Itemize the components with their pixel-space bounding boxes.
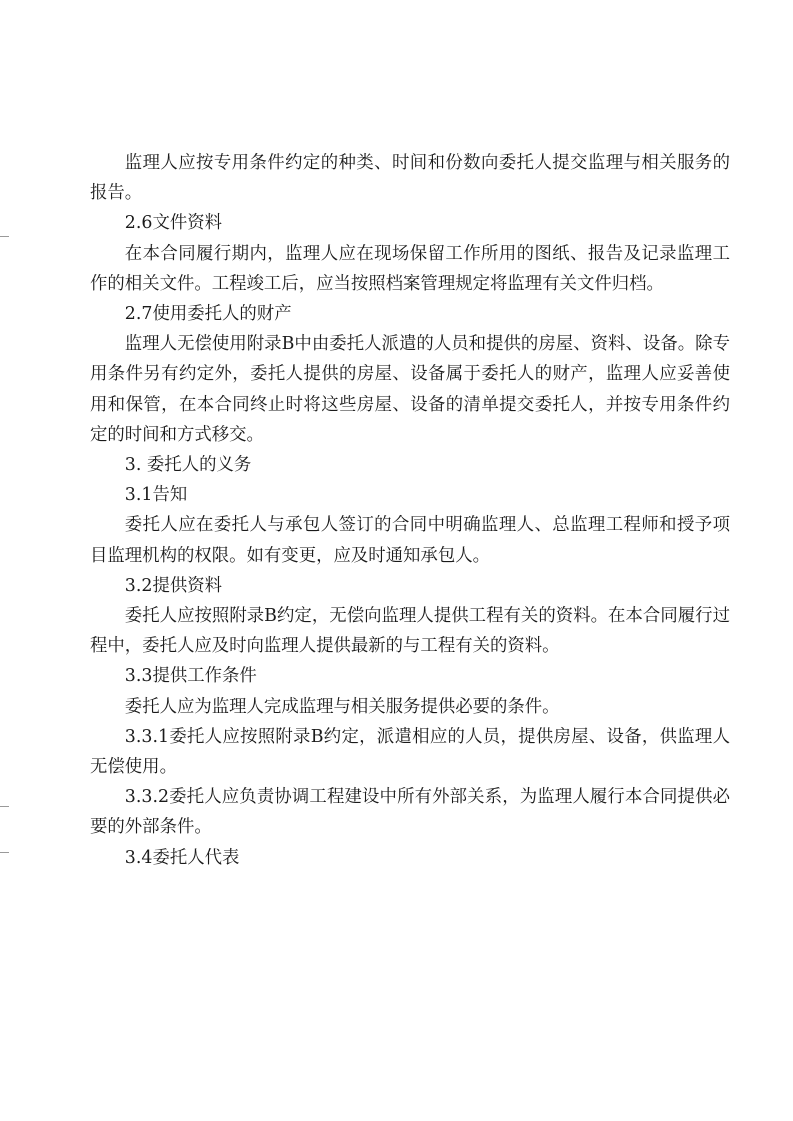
margin-mark — [0, 806, 9, 807]
heading-3-3: 3.3提供工作条件 — [124, 666, 257, 687]
para-3-2-body: 委托人应按照附录B约定，无偿向监理人提供工程有关的资料。在本合同履行过程中，委托人应及时向监理人提供最新的与工程有关的资料。 — [90, 606, 730, 657]
heading-2-7: 2.7使用委托人的财产 — [124, 304, 292, 325]
margin-mark — [0, 236, 9, 237]
heading-3-1: 3.1告知 — [124, 485, 188, 506]
para-2-7-body: 监理人无偿使用附录B中由委托人派遣的人员和提供的房屋、资料、设备。除专用条件另有约定外，委托人提供的房屋、设备属于委托人的财产，监理人应妥善使用和保管，在本合同终止时将这些房屋、设备的清单提交委托人，并按专用条件约定的时间和方式移交。 — [90, 334, 730, 445]
para-3-3-2: 3.3.2委托人应负责协调工程建设中所有外部关系，为监理人履行本合同提供必要的外部条件。 — [90, 787, 730, 838]
heading-3-2: 3.2提供资料 — [124, 575, 223, 596]
document-body — [90, 148, 730, 873]
margin-mark — [0, 852, 9, 853]
heading-2-6: 2.6文件资料 — [124, 213, 223, 234]
para-3-3-body: 委托人应为监理人完成监理与相关服务提供必要的条件。 — [124, 696, 560, 717]
para-3-3-1: 3.3.1委托人应按照附录B约定，派遣相应的人员，提供房屋、设备，供监理人无偿使用。 — [90, 726, 730, 778]
para-3-1-body: 委托人应在委托人与承包人签订的合同中明确监理人、总监理工程师和授予项目监理机构的权限。如有变更，应及时通知承包人。 — [90, 515, 730, 566]
heading-3-4: 3.4委托人代表 — [124, 847, 240, 868]
para-report-submission: 监理人应按专用条件约定的种类、时间和份数向委托人提交监理与相关服务的报告。 — [90, 153, 730, 204]
heading-3: 3. 委托人的义务 — [124, 455, 252, 476]
para-2-6-body: 在本合同履行期内，监理人应在现场保留工作所用的图纸、报告及记录监理工作的相关文件。工程竣工后，应当按照档案管理规定将监理有关文件归档。 — [90, 243, 730, 294]
